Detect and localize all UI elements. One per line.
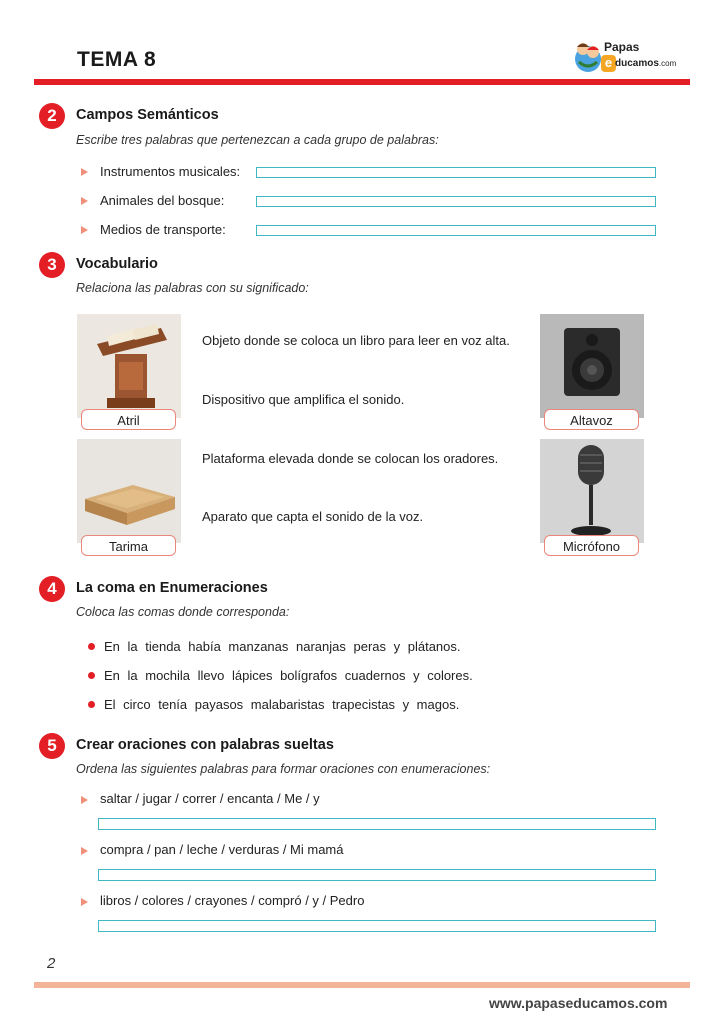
papaseducamos-logo [571,38,691,78]
atril-image [77,314,181,418]
bullet-arrow-icon [81,898,88,906]
kids-globe-icon [571,40,605,74]
platform-icon [77,439,181,543]
bullet-dot-icon [88,672,95,679]
word-set-2: compra / pan / leche / verduras / Mi mamá [100,842,344,857]
footer-rule [34,982,690,988]
logo-suffix: .com [658,59,677,68]
bullet-dot-icon [88,701,95,708]
bullet-dot-icon [88,643,95,650]
definition-4: Aparato que capta el sonido de la voz. [202,509,424,524]
microphone-icon [540,439,644,543]
speaker-icon [540,314,644,418]
definition-1: Objeto donde se coloca un libro para leer en voz alta. [202,333,510,348]
page-title: TEMA 8 [77,48,157,71]
sentence-answer-line-2[interactable] [98,869,656,881]
answer-line-animales[interactable] [256,196,656,207]
section3-number: 3 [39,252,65,278]
section5-number: 5 [39,733,65,759]
definition-3: Plataforma elevada donde se colocan los oradores. [202,451,499,466]
field-label-transporte: Medios de transporte: [100,222,226,237]
bullet-arrow-icon [81,796,88,804]
answer-line-transporte[interactable] [256,225,656,236]
enumeration-sentence-2: En la mochila llevo lápices bolígrafos cuadernos y colores. [104,668,473,683]
logo-text-top: Papas [604,40,640,54]
section2-number: 2 [39,103,65,129]
logo-text-mid [615,58,676,69]
bullet-arrow-icon [81,197,88,205]
page-number: 2 [47,955,56,972]
word-set-1: saltar / jugar / correr / encanta / Me / y [100,791,320,806]
header-rule [34,79,690,85]
footer-site-link[interactable]: www.papaseducamos.com [489,995,668,1011]
section4-number: 4 [39,576,65,602]
section4-title: La coma en Enumeraciones [76,580,268,596]
section2-instruction: Escribe tres palabras que pertenezcan a cada grupo de palabras: [76,133,439,147]
lectern-icon [77,314,181,418]
bullet-arrow-icon [81,226,88,234]
section2-title: Campos Semánticos [76,107,219,123]
definition-2: Dispositivo que amplifica el sonido. [202,392,405,407]
altavoz-image [540,314,644,418]
logo-text-mid-main: ducamos [615,58,659,69]
bullet-arrow-icon [81,847,88,855]
sentence-answer-line-3[interactable] [98,920,656,932]
section4-instruction: Coloca las comas donde corresponda: [76,605,290,619]
enumeration-sentence-1: En la tienda había manzanas naranjas peras y plátanos. [104,639,461,654]
enumeration-sentence-3: El circo tenía payasos malabaristas trapecistas y magos. [104,697,460,712]
field-label-instrumentos: Instrumentos musicales: [100,164,241,179]
word-set-3: libros / colores / crayones / compró / y / Pedro [100,893,365,908]
word-label-tarima: Tarima [81,535,176,556]
word-label-altavoz: Altavoz [544,409,639,430]
section3-instruction: Relaciona las palabras con su significado: [76,281,309,295]
word-label-microfono: Micrófono [544,535,639,556]
section5-instruction: Ordena las siguientes palabras para formar oraciones con enumeraciones: [76,762,491,776]
field-label-animales: Animales del bosque: [100,193,225,208]
sentence-answer-line-1[interactable] [98,818,656,830]
word-label-atril: Atril [81,409,176,430]
answer-line-instrumentos[interactable] [256,167,656,178]
tarima-image [77,439,181,543]
bullet-arrow-icon [81,168,88,176]
section5-title: Crear oraciones con palabras sueltas [76,737,334,753]
logo-e-badge: e [601,55,616,72]
section3-title: Vocabulario [76,256,158,272]
microfono-image [540,439,644,543]
